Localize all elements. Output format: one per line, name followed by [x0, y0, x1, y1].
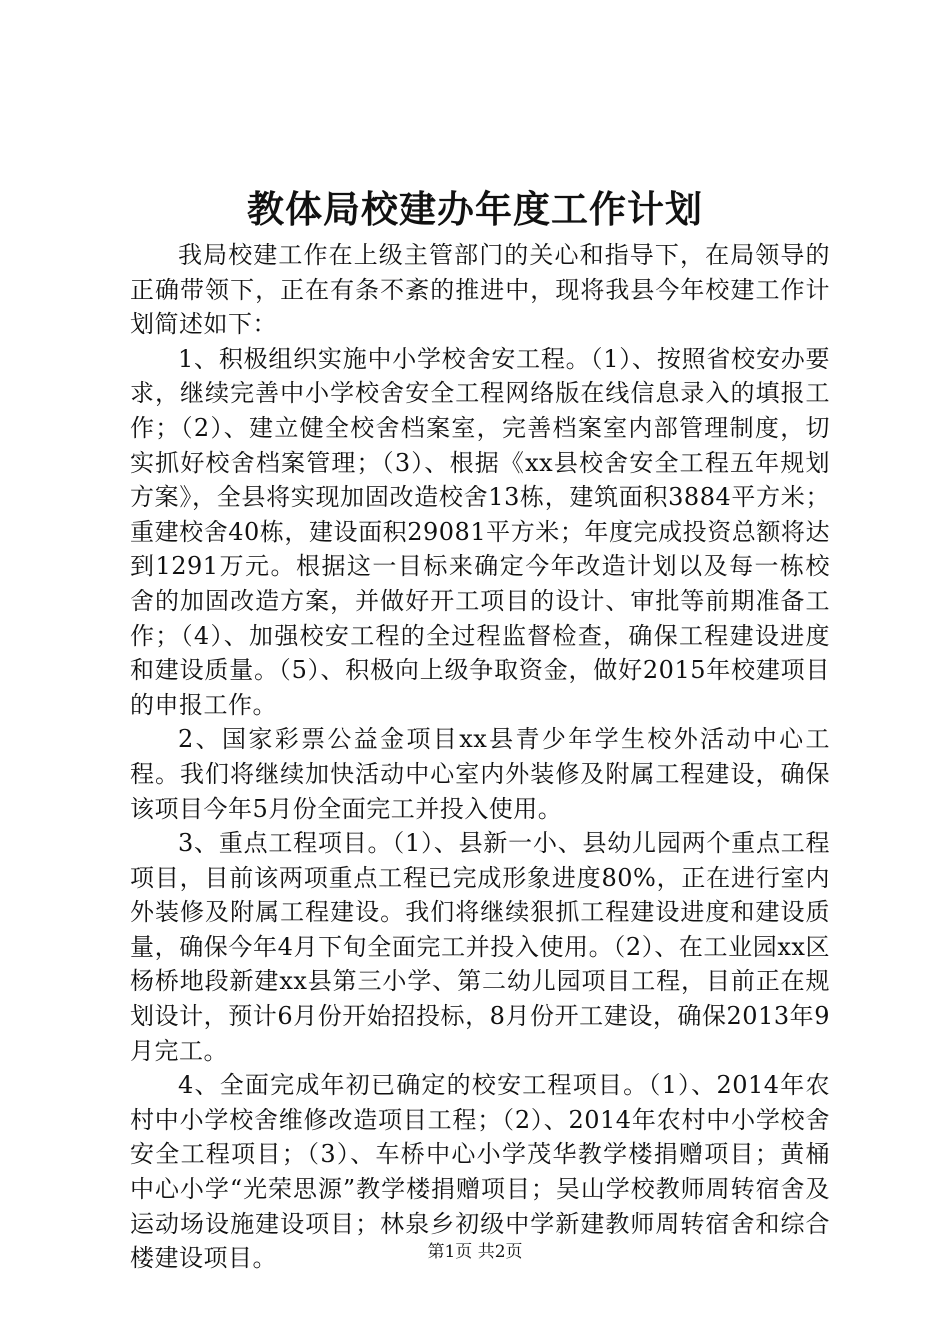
- document-body: [130, 238, 830, 1276]
- paragraph-item-1: 1、积极组织实施中小学校舍安工程。（1）、按照省校安办要求，继续完善中小学校舍安全工程网络版在线信息录入的填报工作；（2）、建立健全校舍档案室，完善档案室内部管理制度，切实抓好校舍档案管理；（3）、根据《xx县校舍安全工程五年规划方案》，全县将实现加固改造校舍13栋，建筑面积3884平方米；重建校舍40栋，建设面积29081平方米；年度完成投资总额将达到1291万元。根据这一目标来确定今年改造计划以及每一栋校舍的加固改造方案，并做好开工项目的设计、审批等前期准备工作；（4）、加强校安工程的全过程监督检查，确保工程建设进度和建设质量。（5）、积极向上级争取资金，做好2015年校建项目的申报工作。: [130, 344, 830, 719]
- paragraph-item-4: 4、全面完成年初已确定的校安工程项目。（1）、2014年农村中小学校舍维修改造项目工程；（2）、2014年农村中小学校舍安全工程项目；（3）、车桥中心小学茂华教学楼捐赠项目；黄桶中心小学“光荣思源”教学楼捐赠项目；吴山学校教师周转宿舍及运动场设施建设项目；林泉乡初级中学新建教师周转宿舍和综合楼建设项目。: [130, 1071, 830, 1273]
- paragraph-item-2: 2、国家彩票公益金项目xx县青少年学生校外活动中心工程。我们将继续加快活动中心室内外装修及附属工程建设，确保该项目今年5月份全面完工并投入使用。: [130, 725, 830, 823]
- paragraph-item-3: 3、重点工程项目。（1）、县新一小、县幼儿园两个重点工程项目，目前该两项重点工程已完成形象进度80%，正在进行室内外装修及附属工程建设。我们将继续狠抓工程建设进度和建设质量，确保今年4月下旬全面完工并投入使用。（2）、在工业园xx区杨桥地段新建xx县第三小学、第二幼儿园项目工程，目前正在规划设计，预计6月份开始招投标，8月份开工建设，确保2013年9月完工。: [130, 829, 830, 1065]
- document-title: 教体局校建办年度工作计划: [247, 187, 703, 231]
- paragraph-intro: 我局校建工作在上级主管部门的关心和指导下，在局领导的正确带领下，正在有条不紊的推进中，现将我县今年校建工作计划简述如下：: [130, 241, 830, 339]
- page-number-footer: 第1页 共2页: [427, 1242, 523, 1262]
